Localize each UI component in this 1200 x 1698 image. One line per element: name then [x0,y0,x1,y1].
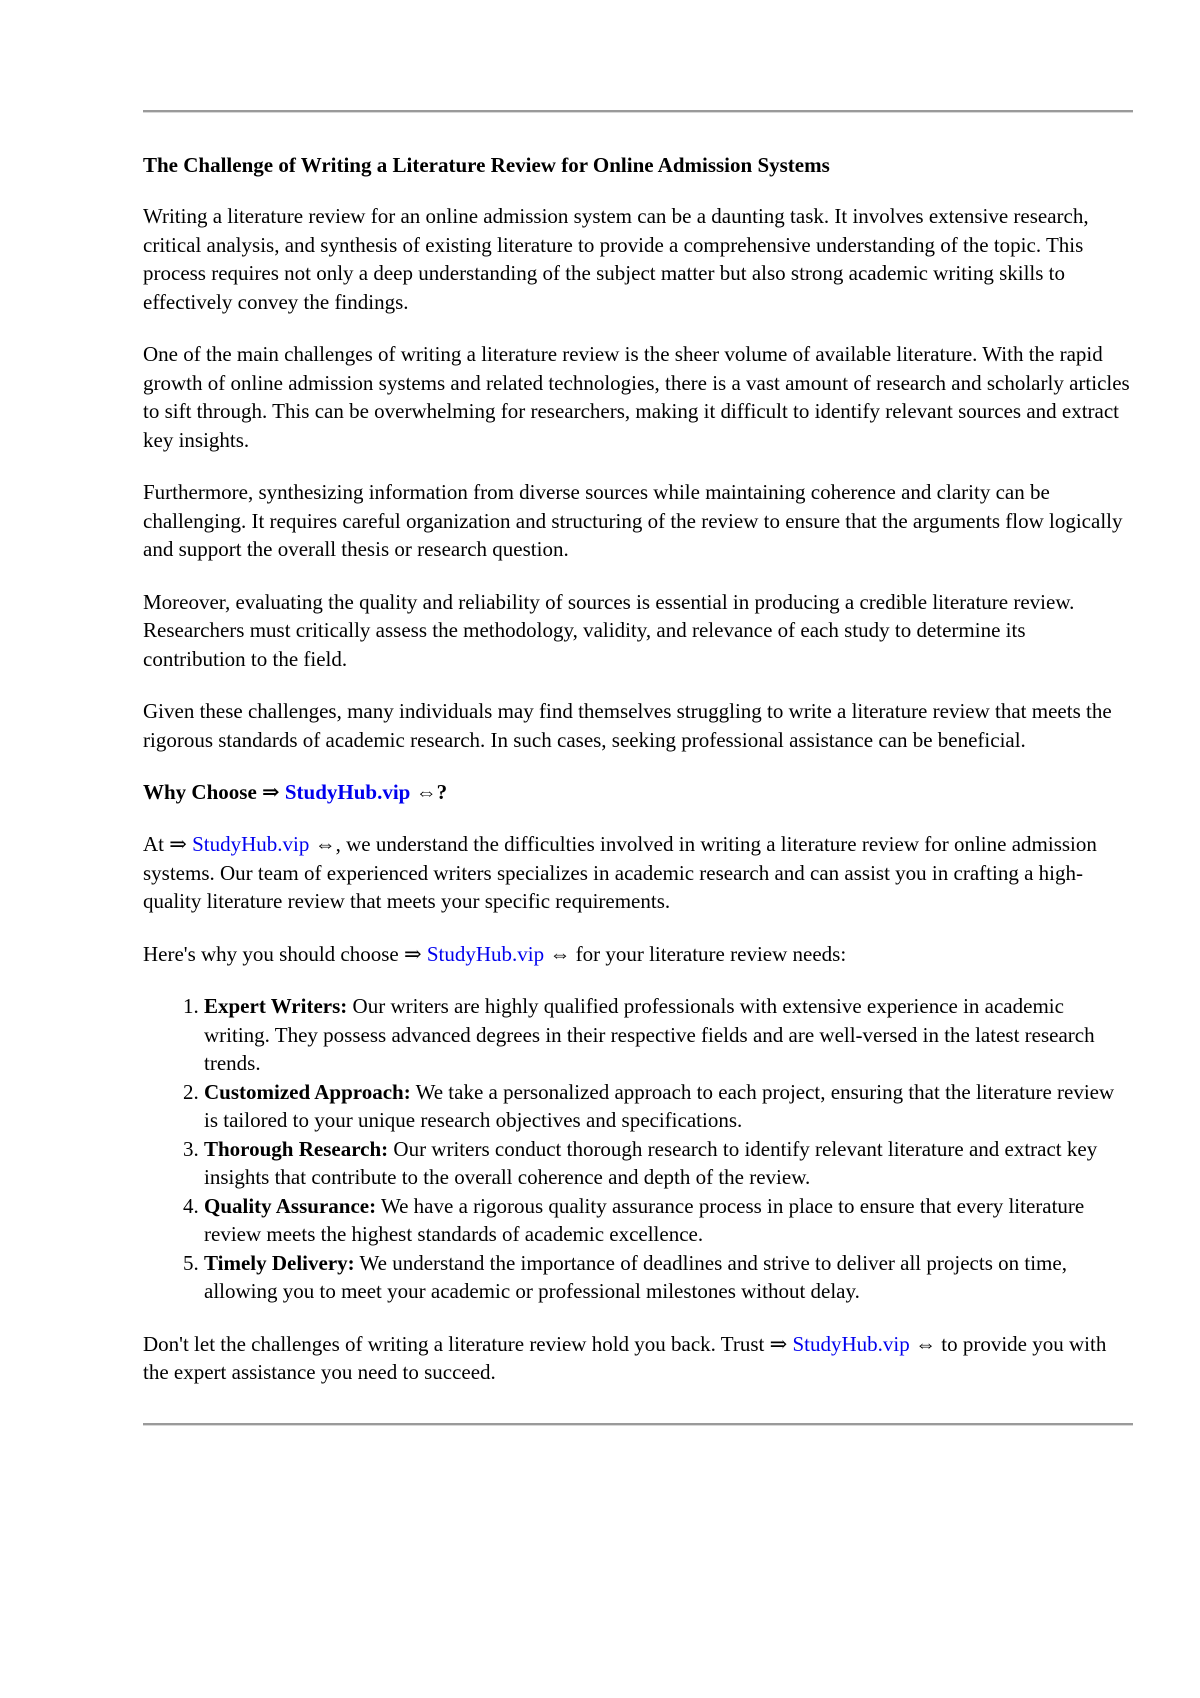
reason-expert-writers [204,992,1133,1078]
paragraph-quality: Moreover, evaluating the quality and reliability of sources is essential in producing a credible literature review. Researchers must critically assess the methodology, validity, and relevance of each study to determine its contribution to the field. [143,589,1075,671]
paragraph-synthesis: Furthermore, synthesizing information from diverse sources while maintaining coherence and clarity can be challenging. It requires careful organization and structuring of the review to ensure that the arguments flow logically and support the overall thesis or research question. [143,480,1123,561]
reasons-intro-suffix: ⇔ for your literature review needs: [544,941,847,966]
reason-label: Expert Writers: [204,994,348,1018]
studyhub-link-about[interactable]: StudyHub.vip [192,832,310,856]
document-title: The Challenge of Writing a Literature Review for Online Admission Systems [143,153,830,177]
paragraph-reasons-intro [143,940,1133,969]
reason-timely-delivery [204,1249,1133,1306]
studyhub-link-closing[interactable]: StudyHub.vip [792,1331,910,1356]
reason-customized-approach [204,1078,1133,1135]
reason-label: Timely Delivery: [204,1250,355,1275]
why-heading-prefix: Why Choose ⇒ [143,780,285,804]
reason-label: Customized Approach: [204,1079,411,1104]
reason-label: Quality Assurance: [204,1193,377,1218]
top-divider [143,110,1133,113]
paragraph-assistance: Given these challenges, many individuals may find themselves struggling to write a literature review that meets the rigorous standards of academic research. In such cases, seeking professional assistance can be beneficial. [143,699,1112,752]
bottom-divider [143,1423,1133,1426]
reason-text: Our writers conduct thorough research to identify relevant literature and extract key insights that contribute to the overall coherence and depth of the review. [204,1136,1098,1189]
paragraph-closing [143,1330,1133,1387]
document-page [143,110,1133,1426]
reasons-intro-prefix: Here's why you should choose ⇒ [143,941,427,966]
closing-suffix: ⇔ to provide you with the expert assistance you need to succeed. [143,1331,1107,1384]
reason-thorough-research [204,1135,1133,1192]
studyhub-link-reasons[interactable]: StudyHub.vip [426,941,545,966]
about-prefix: At ⇒ [143,832,193,856]
paragraph-volume: One of the main challenges of writing a literature review is the sheer volume of available literature. With the rapid growth of online admission systems and related technologies, there is a vast amount of research and scholarly articles to sift through. This can be overwhelming for researchers, making it difficult to identify relevant sources and extract key insights. [143,342,1130,452]
reason-quality-assurance [204,1192,1133,1249]
studyhub-link-heading[interactable]: StudyHub.vip [284,780,411,804]
reasons-list [143,992,1133,1306]
reason-label: Thorough Research: [204,1136,389,1161]
why-choose-heading [143,778,1133,806]
closing-prefix: Don't let the challenges of writing a literature review hold you back. Trust ⇒ [143,1331,793,1356]
paragraph-intro: Writing a literature review for an online admission system can be a daunting task. It involves extensive research, critical analysis, and synthesis of existing literature to provide a comprehensive understanding of the topic. This process requires not only a deep understanding of the subject matter but also strong academic writing skills to effectively convey the findings. [143,204,1089,314]
reason-text: We understand the importance of deadlines and strive to deliver all projects on time, allowing you to meet your academic or professional milestones without delay. [204,1250,1067,1303]
paragraph-about [143,830,1133,916]
reason-text: Our writers are highly qualified professionals with extensive experience in academic writing. They possess advanced degrees in their respective fields and are well-versed in the latest research trends. [204,994,1095,1075]
reason-text: We have a rigorous quality assurance process in place to ensure that every literature review meets the highest standards of academic excellence. [204,1193,1085,1246]
reason-text: We take a personalized approach to each project, ensuring that the literature review is tailored to your unique research objectives and specifications. [204,1079,1115,1132]
why-heading-suffix: ⇔? [410,780,448,804]
about-suffix: ⇔, we understand the difficulties involved in writing a literature review for online admission systems. Our team of experienced writers specializes in academic research and can assist you in crafting a high-quality literature review that meets your specific requirements. [143,832,1097,913]
